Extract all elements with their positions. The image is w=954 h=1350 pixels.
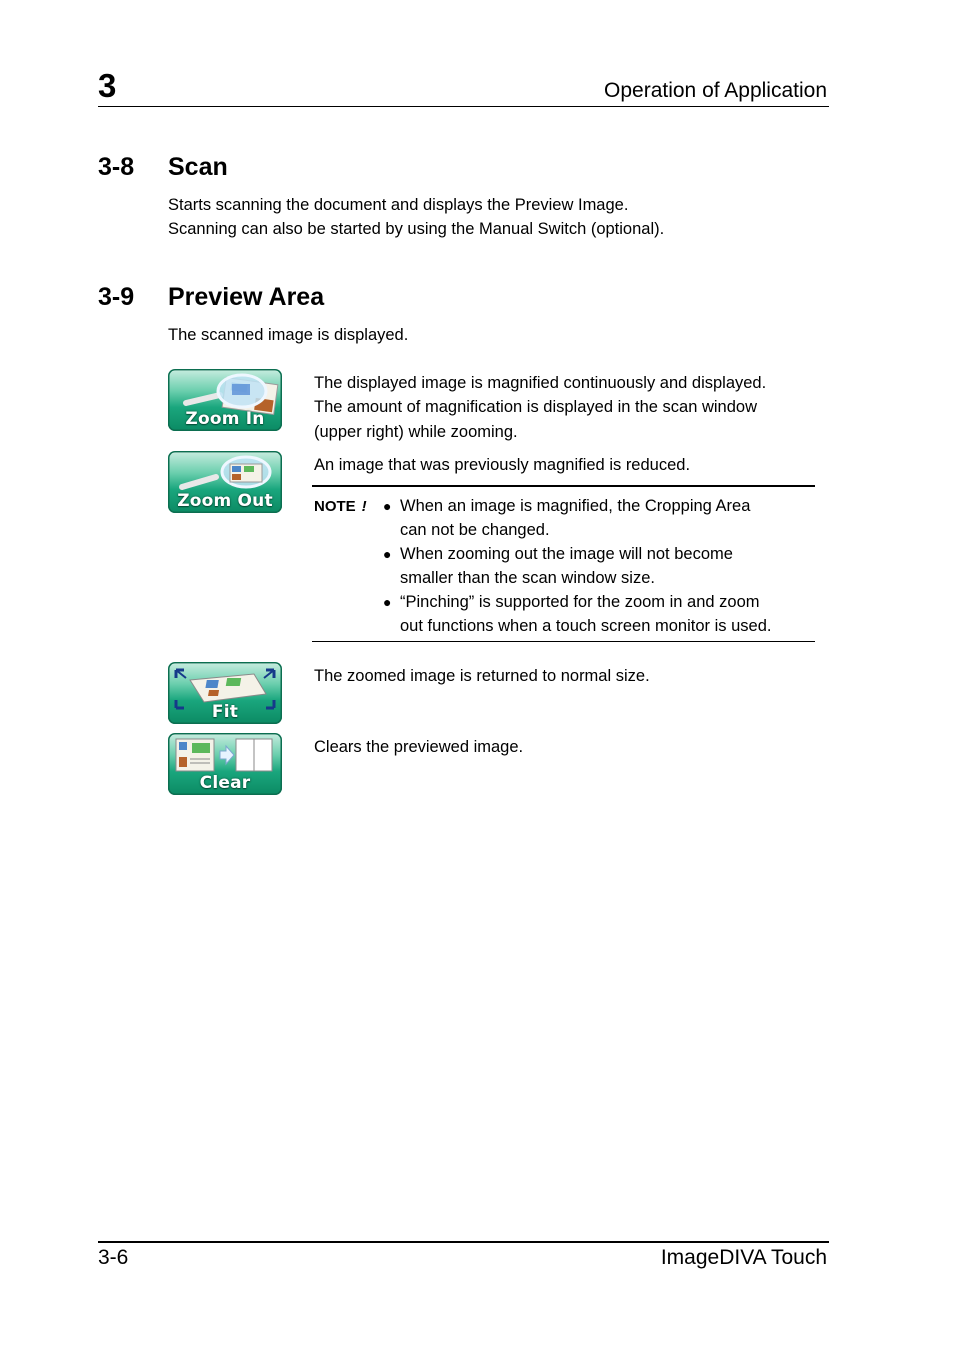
note-item-2-line-1: When zooming out the image will not become <box>400 545 733 563</box>
note-item-3-line-2: out functions when a touch screen monitor is used. <box>400 617 772 635</box>
scan-text-line-2: Scanning can also be started by using the Manual Switch (optional). <box>168 220 665 238</box>
chapter-title: Operation of Application <box>604 79 827 102</box>
zoom-out-button[interactable] <box>168 451 282 513</box>
zoom-in-label: Zoom In <box>185 409 265 429</box>
zoom-in-desc-line-3: (upper right) while zooming. <box>314 423 518 441</box>
note-label-text: NOTE <box>314 498 356 515</box>
note-top-rule <box>312 485 815 487</box>
preview-intro: The scanned image is displayed. <box>168 326 409 344</box>
bullet-icon: ● <box>383 498 392 514</box>
product-name: ImageDIVA Touch <box>660 1246 827 1269</box>
fit-label: Fit <box>211 702 239 722</box>
bullet-icon: ● <box>383 546 392 562</box>
zoom-in-button[interactable] <box>168 369 282 431</box>
section-number: 3-9 <box>98 283 135 311</box>
section-title: Scan <box>168 153 228 181</box>
note-marker: ! <box>361 498 367 515</box>
chapter-number: 3 <box>98 67 117 104</box>
zoom-in-desc-line-2: The amount of magnification is displayed in the scan window <box>314 398 757 416</box>
section-title: Preview Area <box>168 283 325 311</box>
fit-desc: The zoomed image is returned to normal size. <box>314 667 650 685</box>
clear-label: Clear <box>199 773 251 793</box>
zoom-in-desc-line-1: The displayed image is magnified continuously and displayed. <box>314 374 767 392</box>
header-divider <box>98 106 829 107</box>
page-number: 3-6 <box>98 1246 129 1269</box>
note-item-3-line-1: “Pinching” is supported for the zoom in and zoom <box>400 593 760 611</box>
section-heading-scan <box>98 151 228 183</box>
footer-divider <box>98 1241 829 1243</box>
zoom-out-label: Zoom Out <box>177 491 273 511</box>
note-bottom-rule <box>312 641 815 642</box>
section-number: 3-8 <box>98 153 135 181</box>
bullet-icon: ● <box>383 594 392 610</box>
note-item-1-line-2: can not be changed. <box>400 521 550 539</box>
clear-desc: Clears the previewed image. <box>314 738 524 756</box>
fit-button[interactable] <box>168 662 282 724</box>
zoom-out-desc: An image that was previously magnified is reduced. <box>314 456 691 474</box>
note-item-2-line-2: smaller than the scan window size. <box>400 569 655 587</box>
clear-button[interactable] <box>168 733 282 795</box>
section-heading-preview-area <box>98 281 324 313</box>
note-label <box>314 495 367 519</box>
note-item-1-line-1: When an image is magnified, the Cropping Area <box>400 497 751 515</box>
scan-text-line-1: Starts scanning the document and displays the Preview Image. <box>168 196 629 214</box>
